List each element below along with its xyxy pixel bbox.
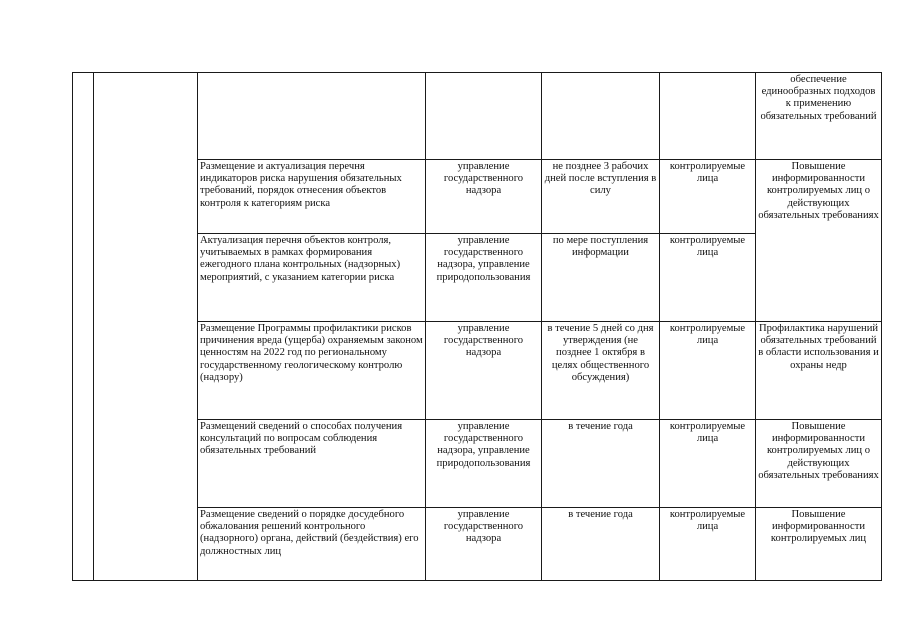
subjects-cell <box>660 73 756 160</box>
subjects-cell: контролируемые лица <box>660 322 756 420</box>
event-cell <box>198 73 426 160</box>
goal-cell: Повышение информированности контролируемых лиц о действующих обязательных требованиях <box>756 160 882 322</box>
department-cell <box>426 73 542 160</box>
event-cell: Актуализация перечня объектов контроля, учитываемых в рамках формирования ежегодного плана контрольных (надзорных) мероприятий, с указанием категории риска <box>198 234 426 322</box>
event-cell: Размещение и актуализация перечня индикаторов риска нарушения обязательных требований, порядок отнесения объектов контроля к категориям риска <box>198 160 426 234</box>
section-column-cell <box>94 73 198 581</box>
term-cell <box>542 73 660 160</box>
term-cell: в течение года <box>542 508 660 581</box>
department-cell: управление государственного надзора <box>426 160 542 234</box>
goal-cell: Повышение информированности контролируемых лиц <box>756 508 882 581</box>
subjects-cell: контролируемые лица <box>660 160 756 234</box>
term-cell: в течение 5 дней со дня утверждения (не позднее 1 октября в целях общественного обсуждения) <box>542 322 660 420</box>
term-cell: не позднее 3 рабочих дней после вступления в силу <box>542 160 660 234</box>
department-cell: управление государственного надзора <box>426 322 542 420</box>
goal-cell: Профилактика нарушений обязательных требований в области использования и охраны недр <box>756 322 882 420</box>
event-cell: Размещение Программы профилактики рисков причинения вреда (ущерба) охраняемым законом ценностям на 2022 год по региональному государственному геологическому контролю (надзору) <box>198 322 426 420</box>
department-cell: управление государственного надзора <box>426 508 542 581</box>
event-cell: Размещений сведений о способах получения консультаций по вопросам соблюдения обязательных требований <box>198 420 426 508</box>
goal-cell: обеспечение единообразных подходов к применению обязательных требований <box>756 73 882 160</box>
term-cell: в течение года <box>542 420 660 508</box>
prevention-measures-table <box>72 72 882 581</box>
department-cell: управление государственного надзора, управление природопользования <box>426 420 542 508</box>
table-row <box>73 73 882 160</box>
event-cell: Размещение сведений о порядке досудебного обжалования решений контрольного (надзорного) органа, действий (бездействия) его должностных лиц <box>198 508 426 581</box>
number-column-cell <box>73 73 94 581</box>
goal-cell: Повышение информированности контролируемых лиц о действующих обязательных требованиях <box>756 420 882 508</box>
subjects-cell: контролируемые лица <box>660 508 756 581</box>
subjects-cell: контролируемые лица <box>660 234 756 322</box>
term-cell: по мере поступления информации <box>542 234 660 322</box>
subjects-cell: контролируемые лица <box>660 420 756 508</box>
department-cell: управление государственного надзора, управление природопользования <box>426 234 542 322</box>
